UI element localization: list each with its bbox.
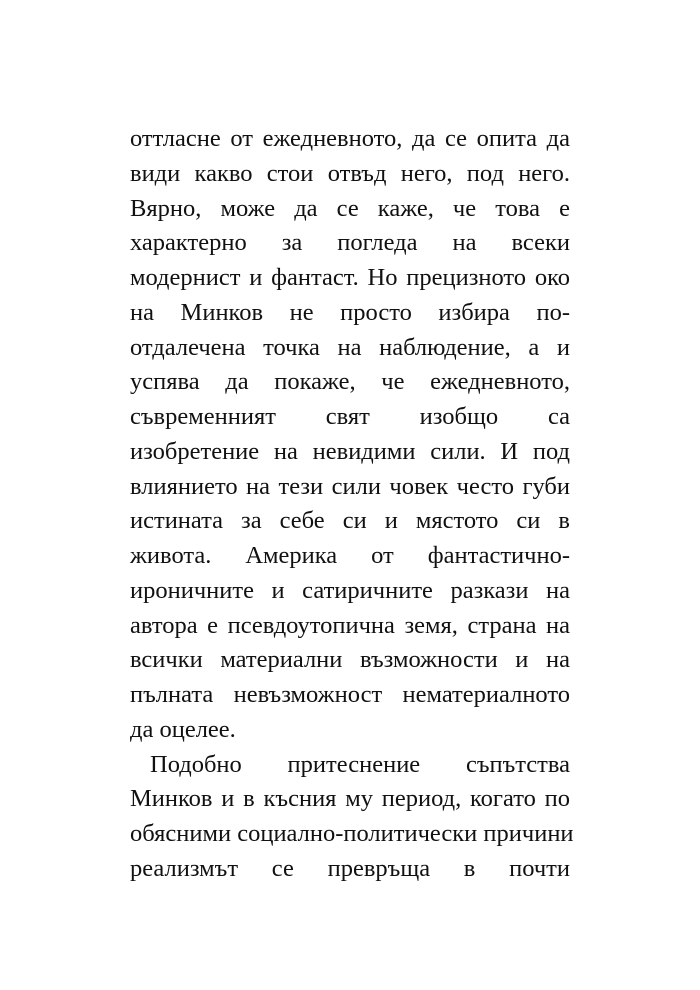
text-line: пълната невъзможност нематериалното xyxy=(130,681,570,708)
text-line: обясними социално-политически причини xyxy=(130,820,574,847)
paragraph-1 xyxy=(130,122,570,748)
text-line: модернист и фантаст. Но прецизното око xyxy=(130,264,570,291)
text-line: ироничните и сатиричните разкази на xyxy=(130,576,570,604)
text-line: влиянието на тези сили човек често губи xyxy=(130,472,570,500)
text-line: отдалечена точка на наблюдение, а и xyxy=(130,333,570,361)
text-line: истината за себе си и мястото си в xyxy=(130,507,570,535)
text-line: съвременният свят изобщо са xyxy=(130,403,570,430)
text-line: всички материални възможности и на xyxy=(130,646,570,674)
text-line: автора е псевдоутопична земя, страна на xyxy=(130,611,570,639)
text-line: оттласне от ежедневното, да се опита да xyxy=(130,125,570,152)
paragraph-2 xyxy=(130,748,574,887)
text-line: Вярно, може да се каже, че това е xyxy=(130,194,570,222)
text-line: успява да покаже, че ежедневното, xyxy=(130,368,570,396)
text-line: Подобно притеснение съпътства xyxy=(150,750,570,778)
text-line: реализмът се превръща в почти xyxy=(130,854,570,882)
page-text xyxy=(130,122,574,887)
text-line: характерно за погледа на всеки xyxy=(130,229,570,257)
text-line: на Минков не просто избира по- xyxy=(130,298,570,326)
text-line: живота. Америка от фантастично- xyxy=(130,542,570,569)
text-line: Минков и в късния му период, когато по xyxy=(130,785,570,813)
text-line: изобретение на невидими сили. И под xyxy=(130,437,570,465)
text-line: да оцелее. xyxy=(130,715,236,743)
text-line: види какво стои отвъд него, под него. xyxy=(130,159,570,187)
